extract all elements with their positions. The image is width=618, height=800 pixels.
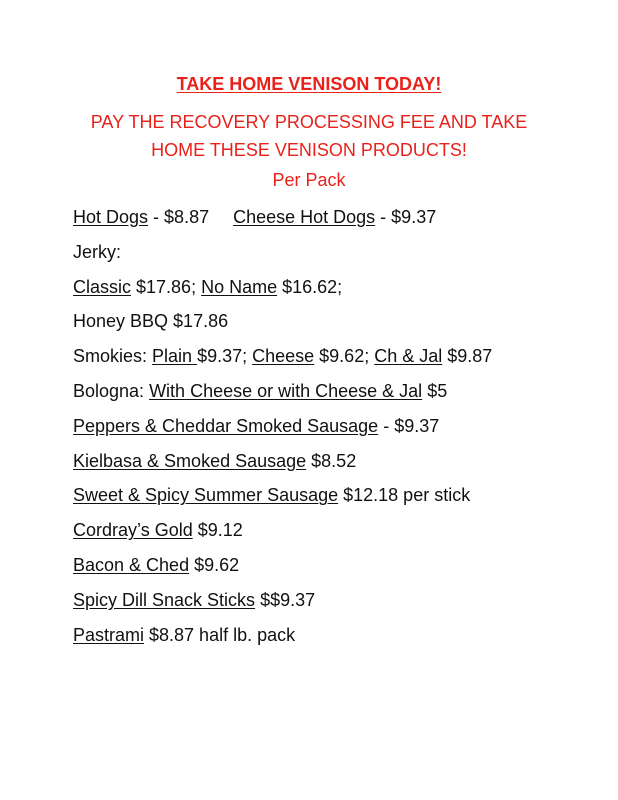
peppers-price: - $9.37 <box>378 415 440 436</box>
bologna-price: $5 <box>422 380 448 401</box>
summer-price: $12.18 per stick <box>338 485 471 506</box>
pastrami-name: Pastrami <box>73 624 145 645</box>
list-item-honey-bbq <box>73 306 603 341</box>
cheese-hot-dogs-name: Cheese Hot Dogs <box>233 207 376 227</box>
no-name-price: $16.62; <box>277 276 343 297</box>
hot-dogs-name: Hot Dogs <box>73 207 149 227</box>
product-list <box>73 202 603 654</box>
list-item-bologna <box>73 376 603 411</box>
kielbasa-name: Kielbasa & Smoked Sausage <box>73 450 307 471</box>
cordray-price: $9.12 <box>192 520 243 541</box>
page-subtitle <box>0 108 618 164</box>
classic-name: Classic <box>73 276 132 297</box>
list-item-smokies <box>73 341 603 376</box>
cheese-name: Cheese <box>252 346 315 367</box>
page-title: TAKE HOME VENISON TODAY! <box>176 74 442 94</box>
list-item-hot-dogs <box>73 202 603 237</box>
list-item-peppers-cheddar <box>73 411 603 446</box>
plain-name: Plain <box>152 346 198 367</box>
honey-bbq: Honey BBQ $17.86 <box>73 311 229 332</box>
subtitle-line-1: PAY THE RECOVERY PROCESSING FEE AND TAKE <box>90 112 528 132</box>
plain-price: $9.37; <box>197 346 253 367</box>
list-item-summer-sausage <box>73 480 603 515</box>
dill-price: $$9.37 <box>255 589 316 610</box>
list-item-pastrami <box>73 620 603 655</box>
bacon-price: $9.62 <box>189 554 240 575</box>
no-name-name: No Name <box>201 276 278 297</box>
peppers-name: Peppers & Cheddar Smoked Sausage <box>73 415 379 436</box>
cheese-price: $9.62; <box>314 346 375 367</box>
ch-jal-name: Ch & Jal <box>374 346 443 367</box>
smokies-label: Smokies: <box>73 346 153 367</box>
cordray-name: Cordray’s Gold <box>73 520 193 541</box>
jerky-label: Jerky: <box>73 241 122 262</box>
kielbasa-price: $8.52 <box>306 450 357 471</box>
list-item-jerky-flavors <box>73 272 603 307</box>
bologna-name: With Cheese or with Cheese & Jal <box>149 380 423 401</box>
classic-price: $17.86; <box>131 276 202 297</box>
list-item-jerky-label <box>73 237 603 272</box>
ch-jal-price: $9.87 <box>442 346 493 367</box>
dill-name: Spicy Dill Snack Sticks <box>73 589 256 610</box>
summer-name: Sweet & Spicy Summer Sausage <box>73 485 339 506</box>
pastrami-price: $8.87 half lb. pack <box>144 624 296 645</box>
list-item-kielbasa <box>73 446 603 481</box>
cheese-hot-dogs-price: - $9.37 <box>375 207 437 227</box>
list-item-dill-snack-sticks <box>73 585 603 620</box>
bologna-label: Bologna: <box>73 380 150 401</box>
bacon-name: Bacon & Ched <box>73 554 190 575</box>
list-item-cordrays-gold <box>73 515 603 550</box>
list-item-bacon-ched <box>73 550 603 585</box>
subtitle-line-2: HOME THESE VENISON PRODUCTS! <box>151 140 467 160</box>
per-pack-label: Per Pack <box>272 170 346 190</box>
hot-dogs-price: - $8.87 <box>148 207 210 227</box>
